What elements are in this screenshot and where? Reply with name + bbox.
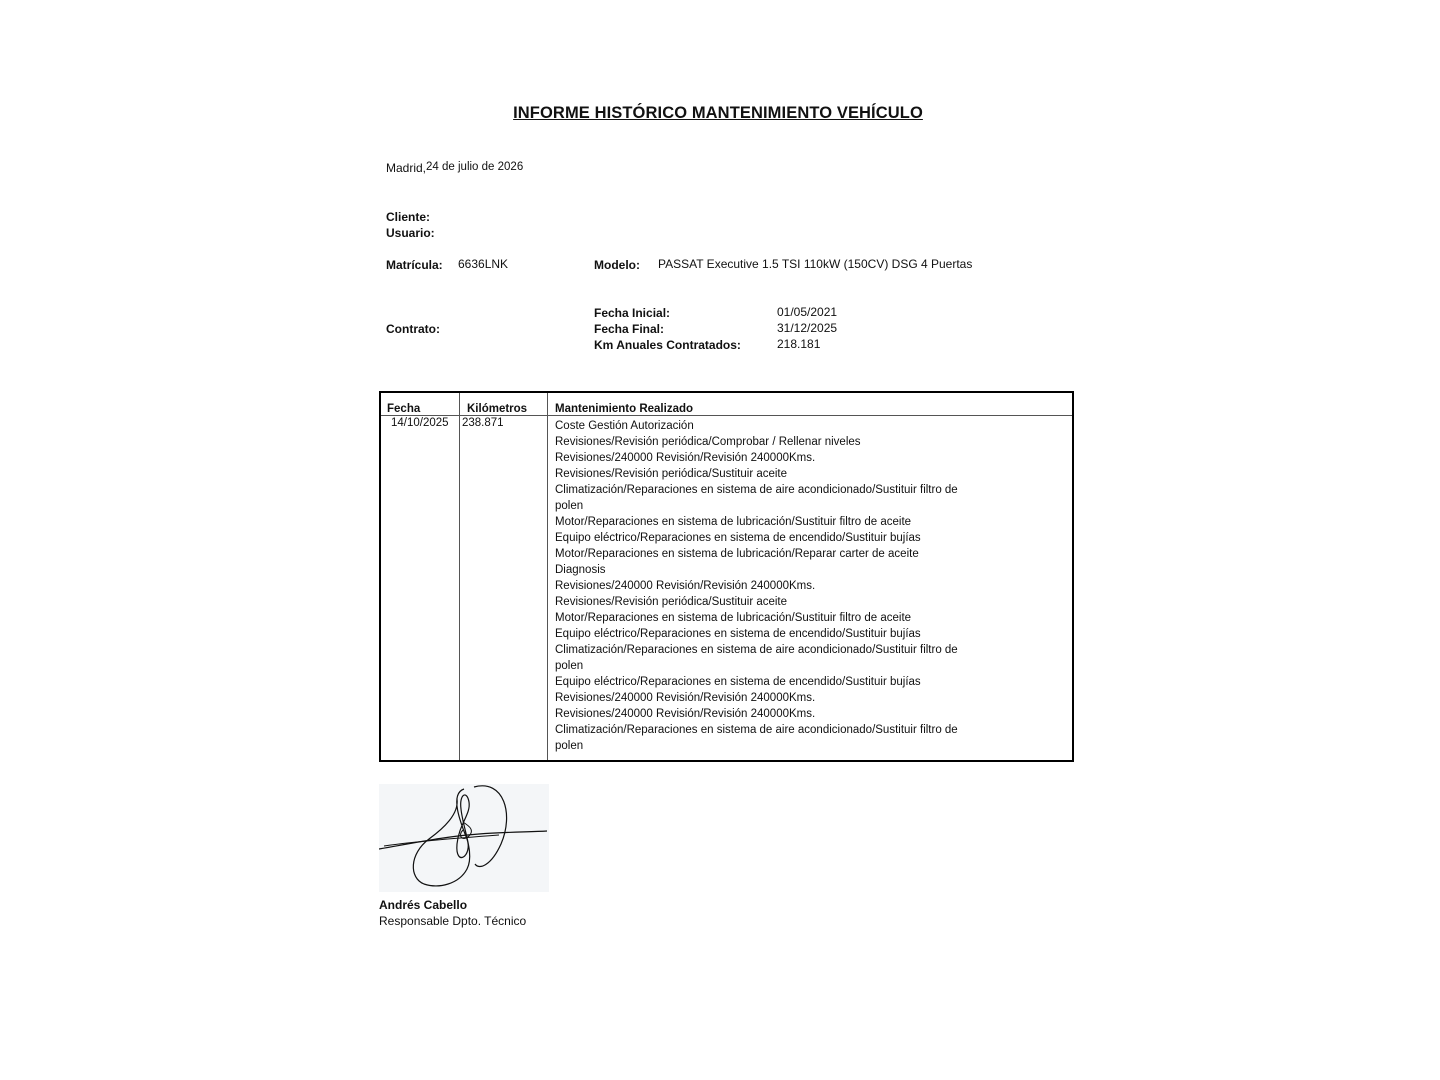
fecha-inicial-value: 01/05/2021 <box>777 305 838 319</box>
list-item: Diagnosis <box>555 564 606 576</box>
signature-drawing <box>379 784 549 892</box>
list-item: polen <box>555 500 584 512</box>
list-item: Climatización/Reparaciones en sistema de aire acondicionado/Sustituir filtro de <box>555 484 958 496</box>
list-item: polen <box>555 740 584 752</box>
place-text: Madrid, <box>386 161 427 175</box>
header-fecha: Fecha <box>387 403 421 415</box>
modelo-label: Modelo: <box>594 258 640 272</box>
date-line <box>386 161 523 175</box>
matricula-value: 6636LNK <box>458 257 509 271</box>
signature-image <box>379 784 549 892</box>
date-text: 24 de julio de 2026 <box>426 161 524 173</box>
list-item: Motor/Reparaciones en sistema de lubricación/Sustituir filtro de aceite <box>555 612 912 624</box>
header-divider <box>381 415 1072 416</box>
list-item: Revisiones/Revisión periódica/Sustituir aceite <box>555 596 788 608</box>
list-item: Motor/Reparaciones en sistema de lubricación/Reparar carter de aceite <box>555 548 919 560</box>
list-item: Revisiones/240000 Revisión/Revisión 240000Kms. <box>555 692 816 704</box>
list-item: Revisiones/240000 Revisión/Revisión 240000Kms. <box>555 708 816 720</box>
list-item: Revisiones/Revisión periódica/Comprobar / Rellenar niveles <box>555 436 861 448</box>
maintenance-items <box>555 418 958 754</box>
usuario-label: Usuario: <box>386 226 435 240</box>
column-divider <box>547 393 548 760</box>
matricula-label: Matrícula: <box>386 258 443 272</box>
row-fecha: 14/10/2025 <box>391 417 449 429</box>
list-item: Equipo eléctrico/Reparaciones en sistema de encendido/Sustituir bujías <box>555 628 921 640</box>
list-item: Revisiones/Revisión periódica/Sustituir aceite <box>555 468 788 480</box>
list-item: Motor/Reparaciones en sistema de lubricación/Sustituir filtro de aceite <box>555 516 912 528</box>
km-anuales-label: Km Anuales Contratados: <box>594 338 741 352</box>
list-item: Climatización/Reparaciones en sistema de aire acondicionado/Sustituir filtro de <box>555 724 958 736</box>
modelo-value: PASSAT Executive 1.5 TSI 110kW (150CV) DSG 4 Puertas <box>658 257 973 271</box>
signer-role: Responsable Dpto. Técnico <box>379 914 527 928</box>
list-item: Revisiones/240000 Revisión/Revisión 240000Kms. <box>555 452 816 464</box>
document-title: INFORME HISTÓRICO MANTENIMIENTO VEHÍCULO <box>513 104 923 122</box>
signer-name: Andrés Cabello <box>379 898 468 912</box>
km-anuales-value: 218.181 <box>777 337 821 351</box>
list-item: Revisiones/240000 Revisión/Revisión 240000Kms. <box>555 580 816 592</box>
list-item: Equipo eléctrico/Reparaciones en sistema de encendido/Sustituir bujías <box>555 532 921 544</box>
list-item: Climatización/Reparaciones en sistema de aire acondicionado/Sustituir filtro de <box>555 644 958 656</box>
header-kilometros: Kilómetros <box>467 403 528 415</box>
list-item: Coste Gestión Autorización <box>555 420 694 432</box>
fecha-final-value: 31/12/2025 <box>777 321 838 335</box>
list-item: Equipo eléctrico/Reparaciones en sistema de encendido/Sustituir bujías <box>555 676 921 688</box>
column-divider <box>459 393 460 760</box>
header-mantenimiento: Mantenimiento Realizado <box>555 403 694 415</box>
cliente-label: Cliente: <box>386 210 431 224</box>
contrato-label: Contrato: <box>386 322 440 336</box>
list-item: polen <box>555 660 584 672</box>
row-kilometros: 238.871 <box>462 417 504 429</box>
fecha-final-label: Fecha Final: <box>594 322 665 336</box>
maintenance-table <box>379 391 1074 762</box>
fecha-inicial-label: Fecha Inicial: <box>594 306 671 320</box>
